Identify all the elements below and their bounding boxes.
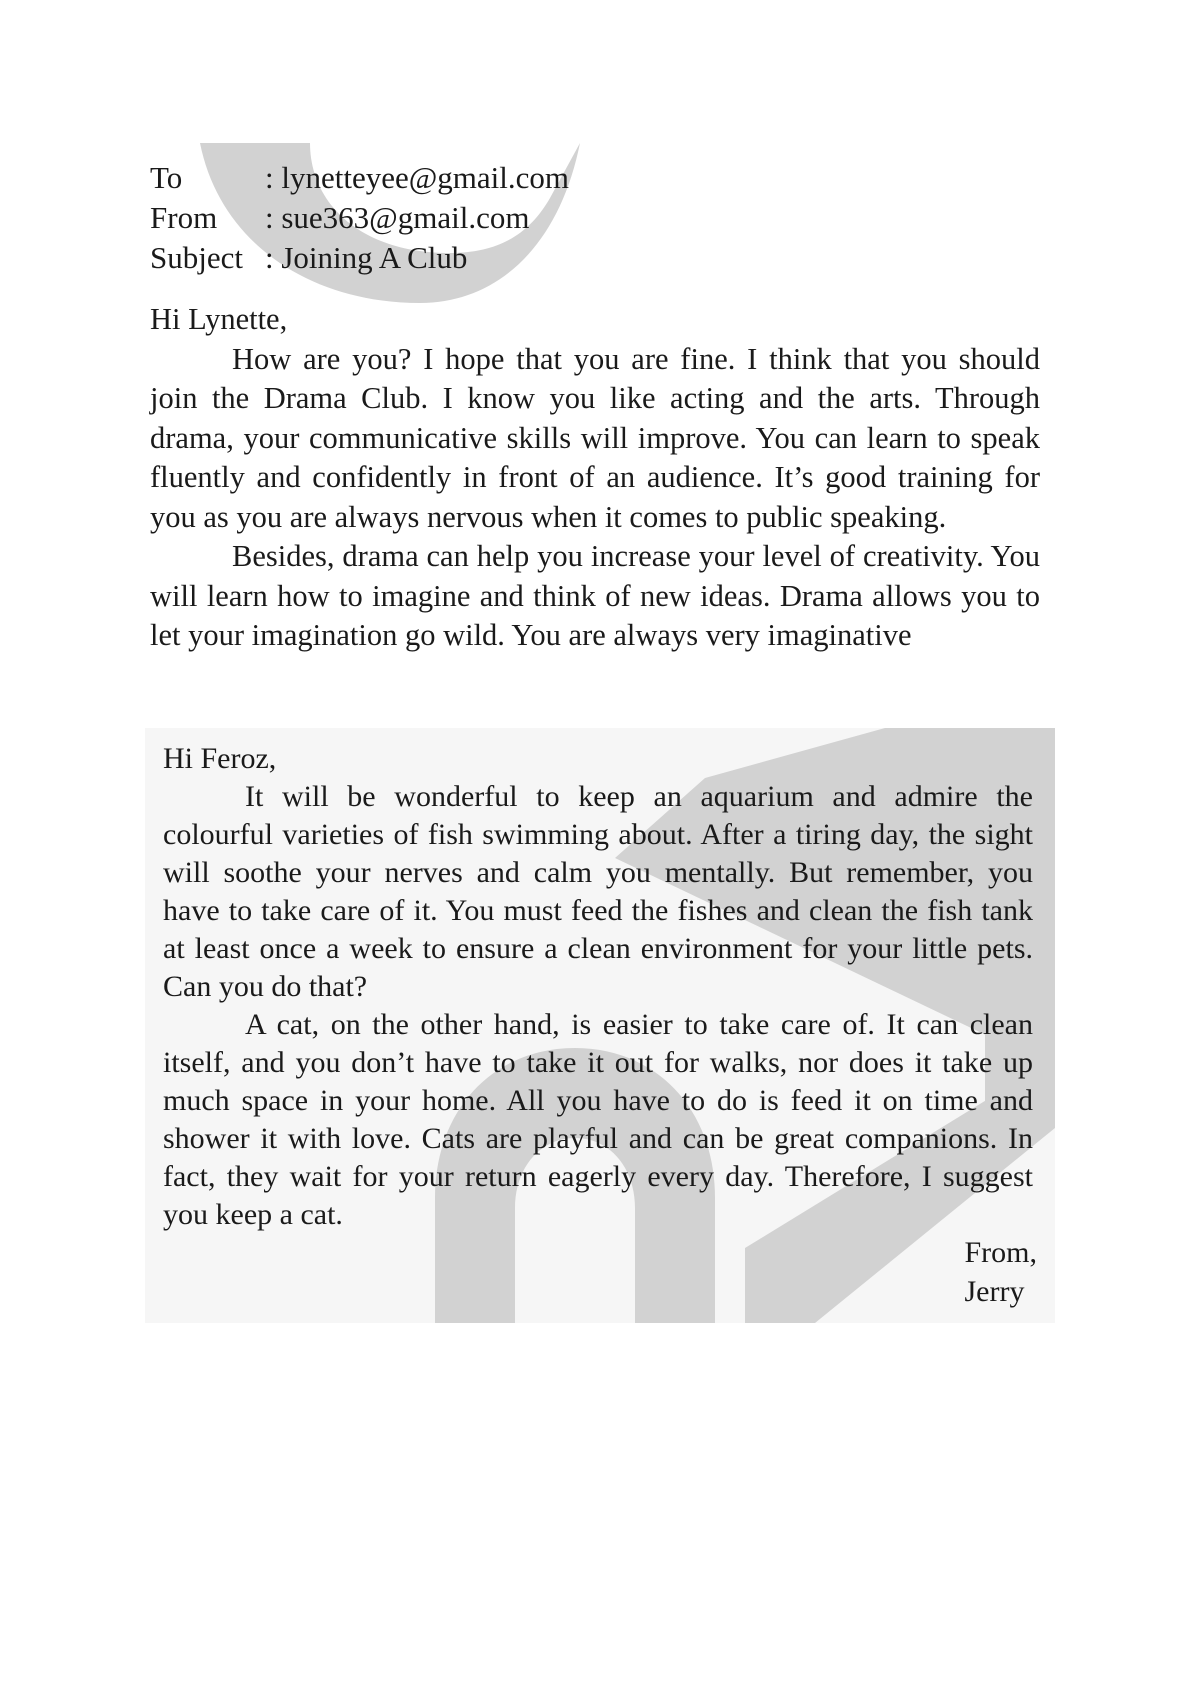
email-paragraph-2: Besides, drama can help you increase your level of creativity. You will learn how to imagine and think of new ideas. Drama allows you to let your imagination go wild. You are always very imaginative [150, 539, 1040, 652]
header-subject-label: Subject [150, 240, 243, 275]
header-subject [150, 238, 569, 278]
letter-greeting: Hi Feroz, [163, 742, 277, 775]
header-subject-value: : Joining A Club [265, 240, 468, 275]
header-to [150, 158, 569, 198]
letter-paragraph-1: It will be wonderful to keep an aquarium and admire the colourful varieties of fish swimming about. After a tiring day, the sight will soothe your nerves and calm you mentally. But remember, you have to take care of it. You must feed the fishes and clean the fish tank at least once a week to ensure a clean environment for your little pets. Can you do that? [163, 780, 1033, 1003]
letter-closing: From, [964, 1236, 1037, 1269]
letter-signoff [964, 1233, 1037, 1311]
email-headers [150, 158, 569, 278]
email-paragraph-1: How are you? I hope that you are fine. I think that you should join the Drama Club. I know you like acting and the arts. Through drama, your communicative skills will improve. You can learn to speak fluently and confidently in front of an audience. It’s good training for you as you are always nervous when it comes to public speaking. [150, 341, 1040, 534]
header-from [150, 198, 569, 238]
email-excerpt [0, 0, 1200, 720]
letter-paragraph-2: A cat, on the other hand, is easier to take care of. It can clean itself, and you don’t have to take it out for walks, nor does it take up much space in your home. All you have to do is feed it on time and shower it with love. Cats are playful and can be great companions. In fact, they wait for your return eagerly every day. Therefore, I suggest you keep a cat. [163, 1008, 1033, 1231]
letter-excerpt [145, 728, 1055, 1323]
email-greeting: Hi Lynette, [150, 302, 288, 336]
header-from-label: From [150, 200, 218, 235]
letter-body [163, 740, 1033, 1234]
email-body [150, 300, 1040, 656]
header-to-value: : lynetteyee@gmail.com [265, 160, 570, 195]
header-from-value: : sue363@gmail.com [265, 200, 530, 235]
header-to-label: To [150, 160, 183, 195]
letter-signature: Jerry [964, 1275, 1025, 1308]
